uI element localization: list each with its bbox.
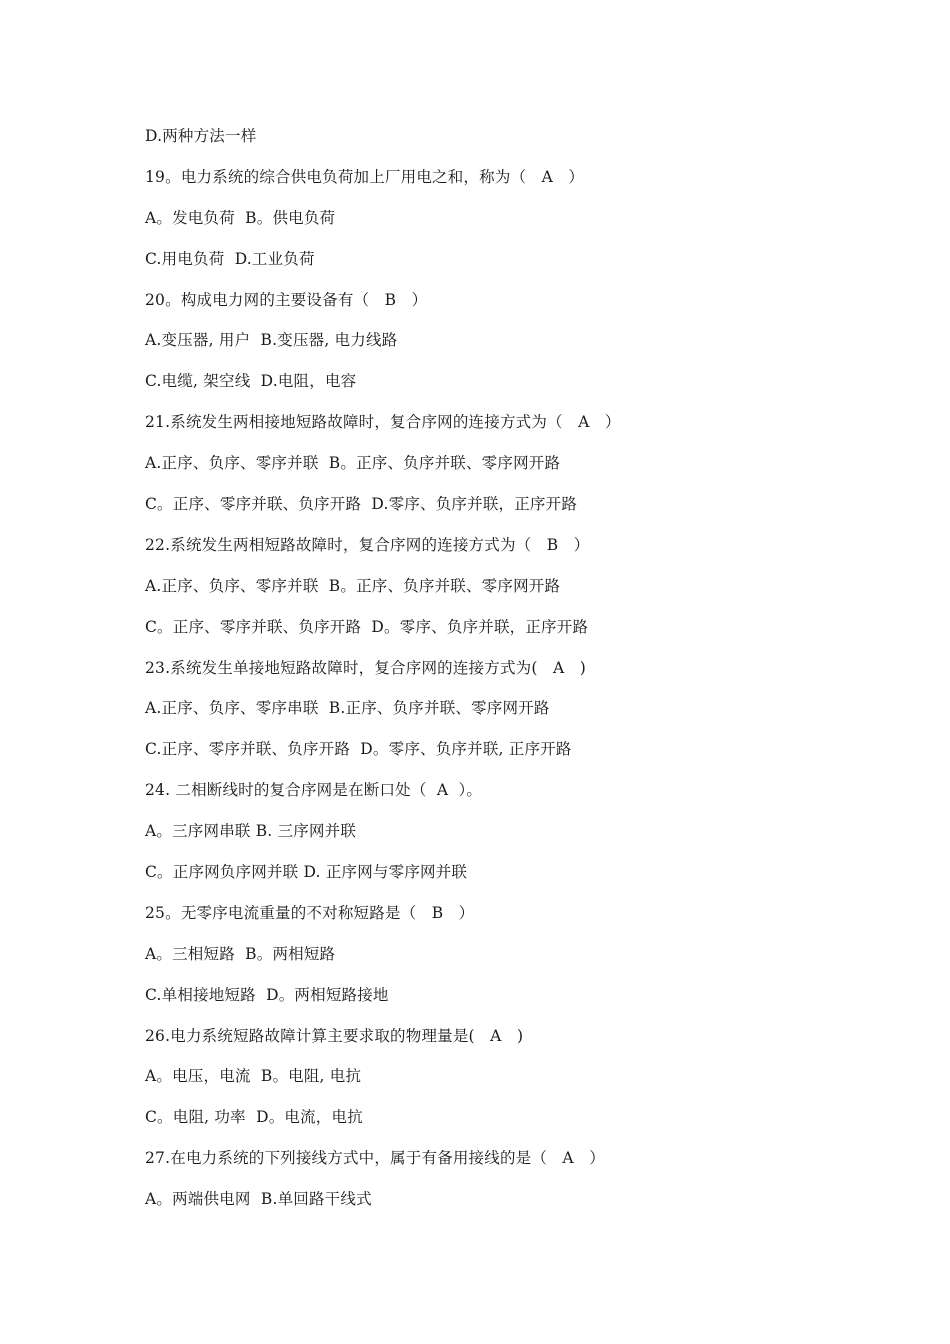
options-line: A。电压，电流 B。电阻, 电抗 <box>145 1067 362 1086</box>
options-line: C.用电负荷 D.工业负荷 <box>145 249 315 268</box>
question-20: 20。构成电力网的主要设备有（ B ） <box>145 290 428 309</box>
options-line: A。发电负荷 B。供电负荷 <box>145 208 336 227</box>
options-line: A.正序、负序、零序并联 B。正序、负序并联、零序网开路 <box>145 454 561 473</box>
options-line: C。正序、零序并联、负序开路 D。零序、负序并联，正序开路 <box>145 617 589 636</box>
options-line: A.正序、负序、零序串联 B.正序、负序并联、零序网开路 <box>145 699 550 718</box>
options-line: C.单相接地短路 D。两相短路接地 <box>145 985 389 1004</box>
options-line: C.电缆, 架空线 D.电阻，电容 <box>145 372 357 391</box>
question-21: 21.系统发生两相接地短路故障时，复合序网的连接方式为（ A ） <box>145 413 621 432</box>
question-23: 23.系统发生单接地短路故障时，复合序网的连接方式为( A ) <box>145 658 587 677</box>
options-line: C。正序、零序并联、负序开路 D.零序、负序并联，正序开路 <box>145 495 578 514</box>
options-line: A.变压器, 用户 B.变压器, 电力线路 <box>145 331 398 350</box>
question-22: 22.系统发生两相短路故障时，复合序网的连接方式为（ B ） <box>145 535 590 554</box>
options-line: C.正序、零序并联、负序开路 D。零序、负序并联, 正序开路 <box>145 740 572 759</box>
question-27: 27.在电力系统的下列接线方式中，属于有备用接线的是（ A ） <box>145 1149 605 1168</box>
question-24: 24. 二相断线时的复合序网是在断口处（ A ）。 <box>145 781 483 800</box>
options-line: C。正序网负序网并联 D. 正序网与零序网并联 <box>145 863 468 882</box>
question-25: 25。无零序电流重量的不对称短路是（ B ） <box>145 903 475 922</box>
options-line: A。两端供电网 B.单回路干线式 <box>145 1190 372 1209</box>
question-list <box>145 122 865 1226</box>
options-line: A.正序、负序、零序并联 B。正序、负序并联、零序网开路 <box>145 576 561 595</box>
options-line: A。三序网串联 B. 三序网并联 <box>145 822 357 841</box>
question-19: 19。电力系统的综合供电负荷加上厂用电之和，称为（ A ） <box>145 167 585 186</box>
options-line: C。电阻, 功率 D。电流，电抗 <box>145 1108 363 1127</box>
text-line: D.两种方法一样 <box>145 127 257 145</box>
options-line: A。三相短路 B。两相短路 <box>145 944 336 963</box>
question-26: 26.电力系统短路故障计算主要求取的物理量是( A ) <box>145 1026 524 1045</box>
